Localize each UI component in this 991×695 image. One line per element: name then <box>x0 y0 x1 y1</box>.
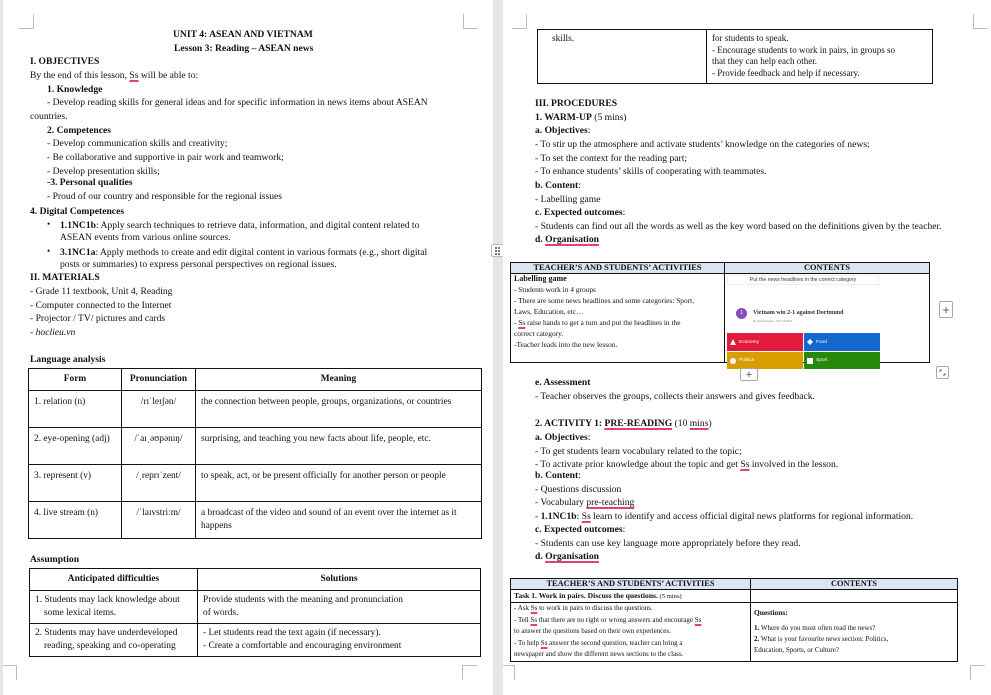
question-1: 1. Where do you most often read the news? <box>754 624 876 632</box>
warmup-objective: - To stir up the atmosphere and activate students’ knowledge on the categories of news; <box>535 139 870 150</box>
table-row <box>29 502 482 539</box>
col-header-activities: TEACHER’S AND STUDENTS’ ACTIVITIES <box>511 579 751 590</box>
lesson-title: Lesson 3: Reading – ASEAN news <box>174 43 314 54</box>
cell-solution: for students to speak. - Encourage students to work in pairs, in groups so that they can help each other. - Provide feedback and help if necessary. <box>707 30 933 84</box>
cell-solution: - Let students read the text again (if necessary). - Create a comfortable and encouraging environment <box>198 624 481 657</box>
page-right <box>503 0 991 695</box>
cell-solution: Provide students with the meaning and pronunciation of words. <box>198 591 481 624</box>
language-analysis-table <box>28 368 482 539</box>
competences-heading: 2. Competences <box>47 125 111 136</box>
cell-activities: - Ask Ss to work in pairs to discuss the questions. - Tell Ss that there are no right or wrong answers and encourage Ss to answer the questions based on their own experiences. - To help Ss answer the second question, teacher can bring a newspaper and show the different news sections to the class. <box>511 603 751 662</box>
cell-form: 4. live stream (n) <box>29 502 122 539</box>
margin-corner-bottom-right <box>970 665 985 680</box>
table-row <box>29 428 482 465</box>
table-row <box>30 591 481 624</box>
col-header-contents: CONTENTS <box>751 579 958 590</box>
table-row <box>30 624 481 657</box>
cell-form: 3. represent (v) <box>29 465 122 502</box>
digital-item-cont: posts or summaries) to express personal perspectives on regional issues. <box>60 259 337 270</box>
hoclieu-link[interactable]: hoclieu.vn <box>35 327 76 338</box>
warmup-outcomes-heading: c. Expected outcomes: <box>535 207 626 218</box>
margin-corner-top-right <box>973 14 988 29</box>
activity1-organisation-heading: d. Organisation <box>535 551 599 562</box>
assumption-heading: Assumption <box>30 554 80 565</box>
cell-form: 1. relation (n) <box>29 391 122 428</box>
cell-meaning: to speak, act, or be present officially for another person or people <box>196 465 482 502</box>
knowledge-line: - Develop reading skills for general ideas and for specific information in news items about ASEAN <box>47 97 428 108</box>
cell-meaning: a broadcast of the video and sound of an event over the internet as it happens <box>196 502 482 539</box>
material-link-line: - hoclieu.vn <box>30 327 76 338</box>
page-left <box>3 0 493 695</box>
competence-item: - Develop presentation skills; <box>47 166 160 177</box>
add-column-plus-icon[interactable]: + <box>939 301 953 318</box>
cell-difficulty: skills. <box>538 30 707 84</box>
assumption-table-continued <box>537 29 933 84</box>
col-header-activities: TEACHER’S AND STUDENTS’ ACTIVITIES <box>511 263 725 274</box>
game-prompt: Put the news headlines in the correct category <box>727 275 879 285</box>
add-row-plus-icon[interactable]: + <box>740 368 758 381</box>
category-sport-button[interactable]: Sport <box>804 352 880 369</box>
diamond-icon <box>807 339 813 345</box>
warmup-outcomes: - Students can find out all the words as well as the key word based on the definitions given by the teacher. <box>535 221 942 232</box>
margin-corner-top-left <box>512 14 527 29</box>
cell-pronunciation: /rɪˈleɪʃən/ <box>122 391 196 428</box>
cell-empty <box>751 590 958 603</box>
table-row <box>511 603 958 662</box>
cell-meaning: surprising, and teaching you new facts about life, people, etc. <box>196 428 482 465</box>
table-row <box>511 274 930 363</box>
cell-pronunciation: /ˈlaɪvstriːm/ <box>122 502 196 539</box>
material-item: - Computer connected to the Internet <box>30 300 172 311</box>
circle-icon <box>730 358 736 364</box>
objectives-intro: By the end of this lesson, Ss will be able to: <box>30 70 199 81</box>
col-header-form: Form <box>29 369 122 391</box>
warmup-content-heading: b. Content: <box>535 180 581 191</box>
col-header-solutions: Solutions <box>198 569 481 591</box>
objectives-heading: I. OBJECTIVES <box>30 56 100 67</box>
unit-title: UNIT 4: ASEAN AND VIETNAM <box>173 29 313 40</box>
activity1-objective: - To activate prior knowledge about the topic and get Ss involved in the lesson. <box>535 459 839 470</box>
cell-meaning: the connection between people, groups, organizations, or countries <box>196 391 482 428</box>
assumption-table <box>29 568 481 657</box>
game-headline: Vietnam win 2-1 against Dortmund <box>753 310 844 316</box>
col-header-difficulties: Anticipated difficulties <box>30 569 198 591</box>
knowledge-heading: 1. Knowledge <box>47 84 103 95</box>
square-icon <box>807 358 813 364</box>
margin-corner-top-left <box>19 14 34 29</box>
bullet-icon: • <box>47 246 51 256</box>
cell-contents <box>725 274 930 363</box>
assessment-heading: e. Assessment <box>535 377 591 388</box>
margin-corner-bottom-left <box>3 665 17 680</box>
activity1-table <box>510 578 958 662</box>
digital-item-cont: ASEAN events from various online sources. <box>60 232 231 243</box>
activity1-content: - Questions discussion <box>535 484 622 495</box>
cell-form: 2. eye-opening (adj) <box>29 428 122 465</box>
game-byline: By Hoang Nguyen · NOV 18 2023 <box>753 320 793 323</box>
table-resize-icon[interactable] <box>936 366 949 379</box>
activity1-content: - Vocabulary pre-teaching <box>535 497 635 508</box>
col-header-pronunciation: Pronunciation <box>122 369 196 391</box>
cell-task: Task 1. Work in pairs. Discuss the questions. (5 mins) <box>511 590 751 603</box>
table-row <box>538 30 933 84</box>
margin-corner-bottom-left <box>503 665 515 680</box>
activity1-content-heading: b. Content: <box>535 470 581 481</box>
activity1-objective: - To get students learn vocabulary related to the topic; <box>535 446 742 457</box>
activity1-outcomes: - Students can use key language more appropriately before they read. <box>535 538 801 549</box>
category-politics-button[interactable]: Politics <box>727 352 803 369</box>
material-item: - Grade 11 textbook, Unit 4, Reading <box>30 286 173 297</box>
digital-item: 1.1NC1b: Apply search techniques to retrieve data, information, and digital content related to <box>60 220 420 231</box>
warmup-organisation-heading: d. Organisation <box>535 234 599 245</box>
material-item: - Projector / TV/ pictures and cards <box>30 313 166 324</box>
activity1-outcomes-heading: c. Expected outcomes: <box>535 524 626 535</box>
questions-heading: Questions: <box>754 608 788 617</box>
activity1-objectives-heading: a. Objectives: <box>535 432 591 443</box>
cell-pronunciation: /ˌreprɪˈzent/ <box>122 465 196 502</box>
cell-contents <box>751 603 958 662</box>
cell-activities: Labelling game - Students work in 4 groups - There are some news headlines and some categories: Sport, Laws, Education, etc… - Ss raise hands to get a turn and put the headlines in the correct category. -Teacher leads into the new lesson. <box>511 274 725 363</box>
warmup-objectives-heading: a. Objectives: <box>535 125 591 136</box>
margin-corner-top-right <box>463 14 478 29</box>
bullet-icon: • <box>47 219 51 229</box>
digital-item: 3.1NC1a: Apply methods to create and edit digital content in various formats (e.g., short digital <box>60 247 428 258</box>
cell-difficulty: 1. Students may lack knowledge about some lexical items. <box>30 591 198 624</box>
table-row <box>511 590 958 603</box>
personal-quality-item: - Proud of our country and responsible for the regional issues <box>47 191 282 202</box>
table-row <box>29 465 482 502</box>
category-food-button[interactable]: Food <box>804 333 880 351</box>
activity1-content: - 1.1NC1b: Ss learn to identify and access official digital news platforms for regional information. <box>535 511 914 522</box>
table-row <box>29 391 482 428</box>
warmup-objective: - To set the context for the reading part; <box>535 153 688 164</box>
knowledge-line: countries. <box>30 111 68 122</box>
digital-competences-heading: 4. Digital Competences <box>30 206 125 217</box>
activity1-heading: 2. ACTIVITY 1: PRE-READING (10 mins) <box>535 418 712 429</box>
question-2: 2. What is your favourite news section: Politics, <box>754 635 889 643</box>
warmup-content: - Labelling game <box>535 194 601 205</box>
triangle-icon <box>730 339 736 345</box>
warmup-activity-table <box>510 262 930 363</box>
question-number-badge: 1 <box>736 308 747 319</box>
competence-item: - Be collaborative and supportive in pair work and teamwork; <box>47 152 284 163</box>
category-economy-button[interactable]: Economy <box>727 333 803 351</box>
cell-difficulty: 2. Students may have underdeveloped reading, speaking and co-operating <box>30 624 198 657</box>
margin-corner-bottom-right <box>462 665 477 680</box>
personal-qualities-heading: -3. Personal qualities <box>47 177 133 188</box>
warmup-heading: 1. WARM-UP (5 mins) <box>535 112 627 123</box>
assessment-text: - Teacher observes the groups, collects their answers and gives feedback. <box>535 391 815 402</box>
cell-pronunciation: /ˈaɪˌəʊpənɪŋ/ <box>122 428 196 465</box>
question-2-cont: Education, Sports, or Culture? <box>754 646 839 654</box>
language-analysis-heading: Language analysis <box>30 354 106 365</box>
labelling-game-image <box>727 275 879 361</box>
col-header-contents: CONTENTS <box>725 263 930 274</box>
procedures-heading: III. PROCEDURES <box>535 98 618 109</box>
col-header-meaning: Meaning <box>196 369 482 391</box>
warmup-objective: - To enhance students’ skills of cooperating with teammates. <box>535 166 767 177</box>
competence-item: - Develop communication skills and creativity; <box>47 138 228 149</box>
materials-heading: II. MATERIALS <box>30 272 100 283</box>
